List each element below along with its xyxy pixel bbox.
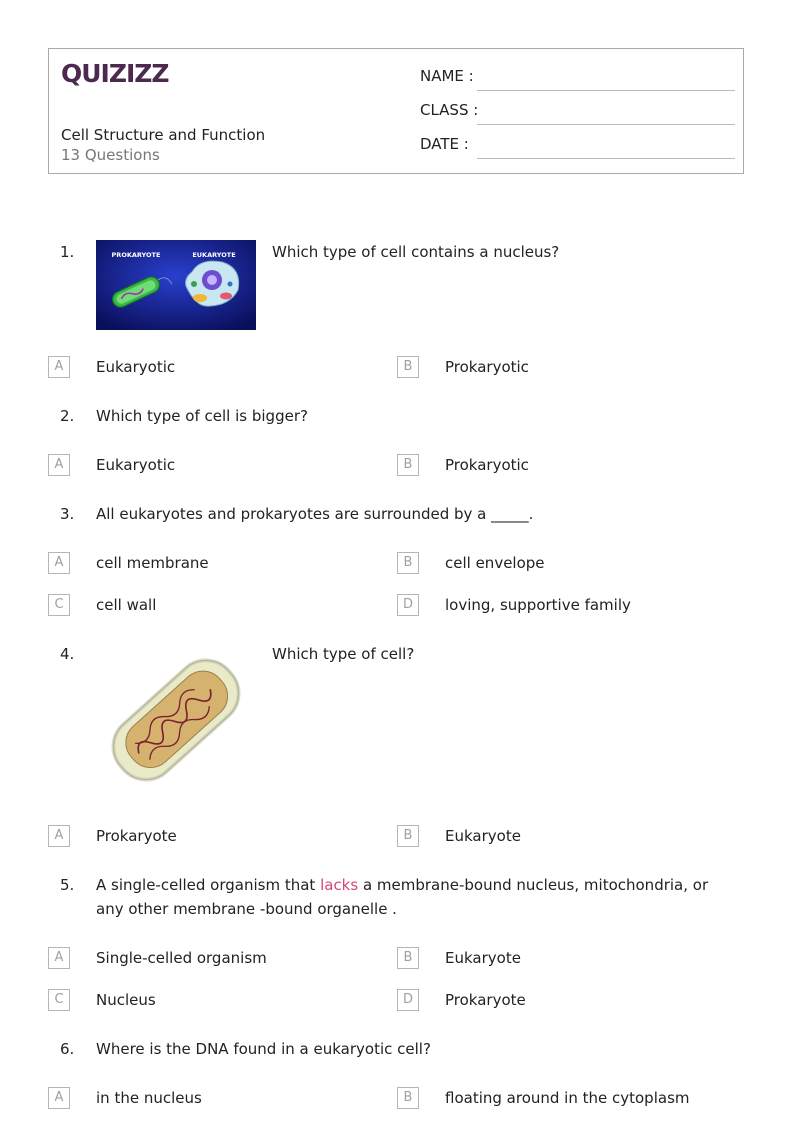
option-box-B[interactable]: B: [397, 825, 419, 847]
date-line: [477, 158, 735, 159]
option-text: cell envelope: [445, 554, 545, 572]
question-5-highlight: lacks: [320, 876, 359, 894]
option-text: floating around in the cytoplasm: [445, 1089, 690, 1107]
option-box-A[interactable]: A: [48, 947, 70, 969]
eukaryote-image-label: EUKARYOTE: [192, 251, 236, 259]
question-4-text: Which type of cell?: [272, 645, 415, 663]
date-field[interactable]: [420, 135, 735, 159]
class-label: CLASS :: [420, 101, 479, 119]
option-text: Nucleus: [96, 991, 156, 1009]
option-text: cell membrane: [96, 554, 209, 572]
bacterium-cell-image: [96, 640, 256, 800]
worksheet-header: [48, 48, 744, 174]
option-text: cell wall: [96, 596, 157, 614]
option-box-A[interactable]: A: [48, 825, 70, 847]
option-box-A[interactable]: A: [48, 454, 70, 476]
option-box-D[interactable]: D: [397, 989, 419, 1011]
option-box-B[interactable]: B: [397, 356, 419, 378]
option-text: Eukaryote: [445, 827, 521, 845]
question-3-text: All eukaryotes and prokaryotes are surrounded by a _____.: [96, 505, 534, 523]
option-text: Prokaryote: [445, 991, 526, 1009]
option-text: Prokaryotic: [445, 456, 529, 474]
question-1-text: Which type of cell contains a nucleus?: [272, 243, 560, 261]
prokaryote-eukaryote-image: [96, 240, 256, 330]
option-box-A[interactable]: A: [48, 356, 70, 378]
date-label: DATE :: [420, 135, 469, 153]
option-text: Single-celled organism: [96, 949, 267, 967]
question-3-number: 3.: [60, 505, 75, 523]
question-2-number: 2.: [60, 407, 75, 425]
option-box-C[interactable]: C: [48, 594, 70, 616]
option-box-B[interactable]: B: [397, 454, 419, 476]
question-4-number: 4.: [60, 645, 75, 663]
question-5-number: 5.: [60, 876, 75, 894]
option-box-A[interactable]: A: [48, 1087, 70, 1109]
question-count: 13 Questions: [61, 146, 160, 164]
option-box-B[interactable]: B: [397, 552, 419, 574]
option-text: loving, supportive family: [445, 596, 631, 614]
question-1-number: 1.: [60, 243, 75, 261]
prokaryote-image-label: PROKARYOTE: [111, 251, 161, 259]
option-text: Eukaryote: [445, 949, 521, 967]
class-line: [477, 124, 735, 125]
option-text: Prokaryotic: [445, 358, 529, 376]
question-6-text: Where is the DNA found in a eukaryotic cell?: [96, 1040, 431, 1058]
name-label: NAME :: [420, 67, 474, 85]
worksheet-title: Cell Structure and Function: [61, 126, 266, 144]
question-2-text: Which type of cell is bigger?: [96, 407, 308, 425]
option-text: Eukaryotic: [96, 358, 176, 376]
option-box-B[interactable]: B: [397, 947, 419, 969]
quizizz-logo: QUIZIZZ: [61, 59, 169, 88]
question-5-text: [96, 873, 736, 921]
question-5-text-start: A single-celled organism that: [96, 876, 321, 894]
question-6-number: 6.: [60, 1040, 75, 1058]
option-text: in the nucleus: [96, 1089, 202, 1107]
option-text: Prokaryote: [96, 827, 177, 845]
option-box-B[interactable]: B: [397, 1087, 419, 1109]
name-field[interactable]: [420, 67, 735, 91]
option-box-C[interactable]: C: [48, 989, 70, 1011]
option-box-A[interactable]: A: [48, 552, 70, 574]
name-line: [477, 90, 735, 91]
option-text: Eukaryotic: [96, 456, 176, 474]
option-box-D[interactable]: D: [397, 594, 419, 616]
question-5-text-end: a membrane-bound nucleus, mitochondria, or any other membrane -bound organelle .: [96, 876, 709, 918]
class-field[interactable]: [420, 101, 735, 125]
